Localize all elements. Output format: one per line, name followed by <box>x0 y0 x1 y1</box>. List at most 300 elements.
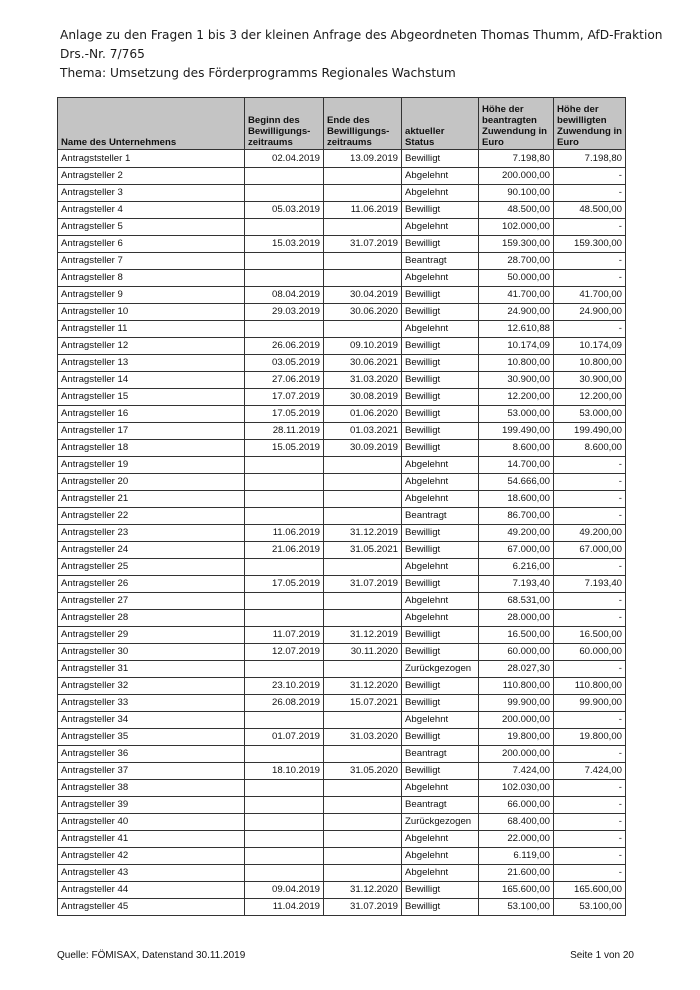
cell-start-date: 03.05.2019 <box>245 355 324 372</box>
table-row <box>58 440 626 457</box>
page-number: Seite 1 von 20 <box>570 950 634 961</box>
cell-status: Abgelehnt <box>402 780 479 797</box>
cell-start-date <box>245 848 324 865</box>
cell-start-date: 26.06.2019 <box>245 338 324 355</box>
cell-start-date <box>245 797 324 814</box>
cell-status: Bewilligt <box>402 678 479 695</box>
cell-status: Abgelehnt <box>402 474 479 491</box>
cell-end-date: 01.06.2020 <box>324 406 402 423</box>
cell-start-date: 17.05.2019 <box>245 406 324 423</box>
cell-status: Abgelehnt <box>402 457 479 474</box>
cell-start-date <box>245 559 324 576</box>
cell-approved-amount: - <box>554 253 626 270</box>
cell-status: Bewilligt <box>402 542 479 559</box>
cell-requested-amount: 102.000,00 <box>479 219 554 236</box>
cell-start-date <box>245 831 324 848</box>
cell-end-date: 31.05.2020 <box>324 763 402 780</box>
cell-requested-amount: 16.500,00 <box>479 627 554 644</box>
cell-status: Bewilligt <box>402 423 479 440</box>
cell-status: Bewilligt <box>402 236 479 253</box>
cell-start-date <box>245 474 324 491</box>
cell-company-name: Antragsteller 15 <box>58 389 245 406</box>
cell-approved-amount: 7.198,80 <box>554 150 626 168</box>
cell-company-name: Antragsteller 40 <box>58 814 245 831</box>
cell-requested-amount: 7.198,80 <box>479 150 554 168</box>
cell-end-date <box>324 746 402 763</box>
cell-company-name: Antragsteller 43 <box>58 865 245 882</box>
cell-company-name: Antragsteller 33 <box>58 695 245 712</box>
cell-approved-amount: 67.000,00 <box>554 542 626 559</box>
cell-approved-amount: - <box>554 321 626 338</box>
cell-status: Bewilligt <box>402 695 479 712</box>
funding-table <box>57 97 626 916</box>
cell-end-date <box>324 593 402 610</box>
cell-approved-amount: - <box>554 593 626 610</box>
cell-status: Bewilligt <box>402 202 479 219</box>
cell-status: Bewilligt <box>402 627 479 644</box>
cell-status: Abgelehnt <box>402 321 479 338</box>
header-requested-amount: Höhe der beantragten Zuwendung in Euro <box>479 98 554 150</box>
cell-status: Beantragt <box>402 508 479 525</box>
table-row <box>58 848 626 865</box>
cell-end-date <box>324 610 402 627</box>
table-row <box>58 678 626 695</box>
cell-status: Abgelehnt <box>402 219 479 236</box>
cell-start-date <box>245 219 324 236</box>
table-row <box>58 287 626 304</box>
cell-company-name: Antragsteller 6 <box>58 236 245 253</box>
cell-approved-amount: - <box>554 270 626 287</box>
cell-approved-amount: - <box>554 219 626 236</box>
header-company-name: Name des Unternehmens <box>58 98 245 150</box>
cell-end-date <box>324 168 402 185</box>
cell-company-name: Antragsteller 30 <box>58 644 245 661</box>
table-row <box>58 525 626 542</box>
table-row <box>58 712 626 729</box>
cell-status: Abgelehnt <box>402 185 479 202</box>
cell-company-name: Antragsteller 20 <box>58 474 245 491</box>
cell-company-name: Antragsteller 26 <box>58 576 245 593</box>
cell-approved-amount: - <box>554 474 626 491</box>
cell-status: Beantragt <box>402 797 479 814</box>
cell-requested-amount: 48.500,00 <box>479 202 554 219</box>
cell-company-name: Antragsteller 36 <box>58 746 245 763</box>
cell-requested-amount: 86.700,00 <box>479 508 554 525</box>
cell-status: Abgelehnt <box>402 593 479 610</box>
cell-end-date <box>324 814 402 831</box>
table-row <box>58 542 626 559</box>
cell-company-name: Antragsteller 10 <box>58 304 245 321</box>
table-row <box>58 423 626 440</box>
cell-approved-amount: - <box>554 746 626 763</box>
cell-company-name: Antragsteller 17 <box>58 423 245 440</box>
cell-end-date <box>324 661 402 678</box>
cell-company-name: Antragsteller 38 <box>58 780 245 797</box>
cell-start-date <box>245 168 324 185</box>
cell-company-name: Antragsteller 8 <box>58 270 245 287</box>
cell-requested-amount: 14.700,00 <box>479 457 554 474</box>
cell-requested-amount: 21.600,00 <box>479 865 554 882</box>
cell-end-date: 15.07.2021 <box>324 695 402 712</box>
cell-requested-amount: 99.900,00 <box>479 695 554 712</box>
cell-requested-amount: 6.119,00 <box>479 848 554 865</box>
cell-start-date: 28.11.2019 <box>245 423 324 440</box>
cell-company-name: Antragsteller 45 <box>58 899 245 916</box>
cell-requested-amount: 68.531,00 <box>479 593 554 610</box>
source-note: Quelle: FÖMISAX, Datenstand 30.11.2019 <box>57 950 246 961</box>
cell-approved-amount: 48.500,00 <box>554 202 626 219</box>
cell-company-name: Antragsteller 14 <box>58 372 245 389</box>
cell-end-date <box>324 797 402 814</box>
cell-company-name: Antragsteller 37 <box>58 763 245 780</box>
cell-start-date <box>245 253 324 270</box>
cell-company-name: Antragsteller 11 <box>58 321 245 338</box>
cell-approved-amount: 7.424,00 <box>554 763 626 780</box>
cell-end-date: 30.09.2019 <box>324 440 402 457</box>
cell-status: Bewilligt <box>402 150 479 168</box>
cell-approved-amount: - <box>554 491 626 508</box>
cell-requested-amount: 110.800,00 <box>479 678 554 695</box>
table-row <box>58 372 626 389</box>
cell-requested-amount: 165.600,00 <box>479 882 554 899</box>
cell-company-name: Antragsteller 31 <box>58 661 245 678</box>
cell-approved-amount: - <box>554 797 626 814</box>
cell-requested-amount: 200.000,00 <box>479 168 554 185</box>
cell-approved-amount: 60.000,00 <box>554 644 626 661</box>
table-row <box>58 406 626 423</box>
cell-approved-amount: 7.193,40 <box>554 576 626 593</box>
table-row <box>58 474 626 491</box>
cell-start-date <box>245 491 324 508</box>
cell-company-name: Antragsteller 12 <box>58 338 245 355</box>
cell-start-date: 11.06.2019 <box>245 525 324 542</box>
cell-end-date: 31.12.2020 <box>324 678 402 695</box>
cell-approved-amount: - <box>554 814 626 831</box>
cell-start-date: 12.07.2019 <box>245 644 324 661</box>
cell-end-date: 31.07.2019 <box>324 899 402 916</box>
table-row <box>58 797 626 814</box>
cell-company-name: Antragsteller 34 <box>58 712 245 729</box>
cell-start-date: 01.07.2019 <box>245 729 324 746</box>
cell-requested-amount: 10.174,09 <box>479 338 554 355</box>
cell-start-date <box>245 746 324 763</box>
table-row <box>58 168 626 185</box>
cell-status: Abgelehnt <box>402 712 479 729</box>
cell-company-name: Antragsteller 42 <box>58 848 245 865</box>
cell-status: Bewilligt <box>402 389 479 406</box>
cell-start-date: 08.04.2019 <box>245 287 324 304</box>
cell-start-date: 11.04.2019 <box>245 899 324 916</box>
cell-end-date <box>324 270 402 287</box>
table-body <box>58 150 626 916</box>
cell-requested-amount: 24.900,00 <box>479 304 554 321</box>
cell-approved-amount: 24.900,00 <box>554 304 626 321</box>
cell-company-name: Antragsteller 3 <box>58 185 245 202</box>
cell-start-date: 05.03.2019 <box>245 202 324 219</box>
cell-start-date <box>245 814 324 831</box>
cell-end-date: 31.12.2019 <box>324 525 402 542</box>
cell-start-date <box>245 508 324 525</box>
header-end-date: Ende des Bewilligungs-zeitraums <box>324 98 402 150</box>
heading-line-drs-nr: Drs.-Nr. 7/765 <box>60 47 145 61</box>
cell-company-name: Antragsteller 7 <box>58 253 245 270</box>
cell-requested-amount: 8.600,00 <box>479 440 554 457</box>
cell-end-date: 31.03.2020 <box>324 372 402 389</box>
table-row <box>58 270 626 287</box>
table-header-row <box>58 98 626 150</box>
cell-status: Bewilligt <box>402 763 479 780</box>
cell-requested-amount: 49.200,00 <box>479 525 554 542</box>
cell-company-name: Antragsteller 39 <box>58 797 245 814</box>
cell-approved-amount: 16.500,00 <box>554 627 626 644</box>
cell-approved-amount: 41.700,00 <box>554 287 626 304</box>
document-heading <box>60 26 680 83</box>
cell-status: Bewilligt <box>402 882 479 899</box>
cell-end-date <box>324 780 402 797</box>
table-row <box>58 746 626 763</box>
cell-status: Abgelehnt <box>402 168 479 185</box>
cell-end-date <box>324 848 402 865</box>
cell-approved-amount: - <box>554 661 626 678</box>
cell-company-name: Antragsteller 23 <box>58 525 245 542</box>
cell-status: Zurückgezogen <box>402 661 479 678</box>
cell-start-date: 15.05.2019 <box>245 440 324 457</box>
cell-requested-amount: 53.100,00 <box>479 899 554 916</box>
cell-requested-amount: 28.027,30 <box>479 661 554 678</box>
cell-company-name: Antragsteller 28 <box>58 610 245 627</box>
table-row <box>58 491 626 508</box>
cell-end-date: 11.06.2019 <box>324 202 402 219</box>
cell-status: Bewilligt <box>402 355 479 372</box>
cell-requested-amount: 200.000,00 <box>479 746 554 763</box>
cell-status: Bewilligt <box>402 440 479 457</box>
cell-start-date <box>245 780 324 797</box>
cell-company-name: Antragsteller 44 <box>58 882 245 899</box>
cell-start-date: 18.10.2019 <box>245 763 324 780</box>
cell-approved-amount: 19.800,00 <box>554 729 626 746</box>
cell-approved-amount: - <box>554 610 626 627</box>
cell-company-name: Antragsteller 32 <box>58 678 245 695</box>
cell-status: Abgelehnt <box>402 831 479 848</box>
cell-end-date <box>324 321 402 338</box>
cell-approved-amount: - <box>554 865 626 882</box>
cell-end-date: 30.11.2020 <box>324 644 402 661</box>
table-row <box>58 831 626 848</box>
cell-requested-amount: 18.600,00 <box>479 491 554 508</box>
cell-requested-amount: 102.030,00 <box>479 780 554 797</box>
cell-requested-amount: 50.000,00 <box>479 270 554 287</box>
table-row <box>58 593 626 610</box>
table-row <box>58 321 626 338</box>
cell-approved-amount: - <box>554 559 626 576</box>
cell-approved-amount: 12.200,00 <box>554 389 626 406</box>
cell-end-date: 30.04.2019 <box>324 287 402 304</box>
cell-end-date <box>324 219 402 236</box>
table-row <box>58 814 626 831</box>
cell-approved-amount: 99.900,00 <box>554 695 626 712</box>
cell-end-date: 31.07.2019 <box>324 576 402 593</box>
cell-start-date: 27.06.2019 <box>245 372 324 389</box>
cell-start-date <box>245 270 324 287</box>
cell-company-name: Antragsteller 13 <box>58 355 245 372</box>
table-row <box>58 338 626 355</box>
cell-status: Bewilligt <box>402 644 479 661</box>
cell-requested-amount: 12.610,88 <box>479 321 554 338</box>
table-row <box>58 150 626 168</box>
cell-status: Bewilligt <box>402 576 479 593</box>
cell-requested-amount: 66.000,00 <box>479 797 554 814</box>
cell-approved-amount: 49.200,00 <box>554 525 626 542</box>
cell-status: Bewilligt <box>402 287 479 304</box>
table-row <box>58 457 626 474</box>
cell-end-date: 31.12.2020 <box>324 882 402 899</box>
cell-end-date <box>324 457 402 474</box>
table-row <box>58 508 626 525</box>
cell-start-date: 09.04.2019 <box>245 882 324 899</box>
cell-approved-amount: - <box>554 831 626 848</box>
cell-status: Zurückgezogen <box>402 814 479 831</box>
table-row <box>58 899 626 916</box>
cell-company-name: Antragsteller 24 <box>58 542 245 559</box>
cell-approved-amount: - <box>554 185 626 202</box>
cell-approved-amount: - <box>554 848 626 865</box>
cell-requested-amount: 7.424,00 <box>479 763 554 780</box>
table-row <box>58 661 626 678</box>
table-row <box>58 185 626 202</box>
cell-requested-amount: 19.800,00 <box>479 729 554 746</box>
cell-start-date <box>245 593 324 610</box>
cell-end-date <box>324 185 402 202</box>
cell-requested-amount: 199.490,00 <box>479 423 554 440</box>
cell-status: Beantragt <box>402 253 479 270</box>
cell-company-name: Antragsteller 5 <box>58 219 245 236</box>
cell-end-date: 31.03.2020 <box>324 729 402 746</box>
cell-approved-amount: - <box>554 712 626 729</box>
table-row <box>58 610 626 627</box>
table-row <box>58 865 626 882</box>
cell-company-name: Antragsteller 21 <box>58 491 245 508</box>
cell-company-name: Antragsteller 4 <box>58 202 245 219</box>
cell-start-date <box>245 712 324 729</box>
cell-company-name: Antragsteller 18 <box>58 440 245 457</box>
cell-end-date: 09.10.2019 <box>324 338 402 355</box>
cell-requested-amount: 22.000,00 <box>479 831 554 848</box>
cell-status: Bewilligt <box>402 406 479 423</box>
cell-company-name: Antragsteller 19 <box>58 457 245 474</box>
cell-company-name: Antragsteller 25 <box>58 559 245 576</box>
cell-requested-amount: 90.100,00 <box>479 185 554 202</box>
cell-requested-amount: 7.193,40 <box>479 576 554 593</box>
cell-end-date: 01.03.2021 <box>324 423 402 440</box>
cell-requested-amount: 200.000,00 <box>479 712 554 729</box>
cell-company-name: Antragsteller 2 <box>58 168 245 185</box>
cell-requested-amount: 41.700,00 <box>479 287 554 304</box>
cell-company-name: Antragsteller 16 <box>58 406 245 423</box>
cell-end-date: 31.05.2021 <box>324 542 402 559</box>
cell-company-name: Antragsteller 35 <box>58 729 245 746</box>
cell-status: Abgelehnt <box>402 270 479 287</box>
cell-status: Abgelehnt <box>402 848 479 865</box>
table-row <box>58 644 626 661</box>
cell-approved-amount: - <box>554 457 626 474</box>
cell-requested-amount: 10.800,00 <box>479 355 554 372</box>
table-row <box>58 202 626 219</box>
cell-start-date: 15.03.2019 <box>245 236 324 253</box>
cell-company-name: Antragsteller 41 <box>58 831 245 848</box>
cell-end-date <box>324 712 402 729</box>
cell-approved-amount: - <box>554 508 626 525</box>
cell-status: Bewilligt <box>402 338 479 355</box>
cell-start-date <box>245 610 324 627</box>
table-row <box>58 304 626 321</box>
heading-line-inquiry: Anlage zu den Fragen 1 bis 3 der kleinen Anfrage des Abgeordneten Thomas Thumm, AfD-Fraktion <box>60 28 663 42</box>
cell-end-date <box>324 508 402 525</box>
cell-approved-amount: 10.174,09 <box>554 338 626 355</box>
cell-start-date: 17.07.2019 <box>245 389 324 406</box>
table-row <box>58 236 626 253</box>
cell-approved-amount: 165.600,00 <box>554 882 626 899</box>
cell-requested-amount: 12.200,00 <box>479 389 554 406</box>
cell-start-date <box>245 865 324 882</box>
table-row <box>58 253 626 270</box>
cell-start-date: 26.08.2019 <box>245 695 324 712</box>
header-start-date: Beginn des Bewilligungs-zeitraums <box>245 98 324 150</box>
cell-status: Abgelehnt <box>402 865 479 882</box>
cell-approved-amount: 199.490,00 <box>554 423 626 440</box>
cell-end-date: 13.09.2019 <box>324 150 402 168</box>
cell-end-date <box>324 491 402 508</box>
cell-status: Abgelehnt <box>402 559 479 576</box>
cell-approved-amount: 10.800,00 <box>554 355 626 372</box>
cell-end-date <box>324 865 402 882</box>
cell-end-date: 31.07.2019 <box>324 236 402 253</box>
cell-status: Abgelehnt <box>402 491 479 508</box>
cell-status: Abgelehnt <box>402 610 479 627</box>
cell-status: Bewilligt <box>402 525 479 542</box>
table-row <box>58 627 626 644</box>
cell-start-date <box>245 661 324 678</box>
heading-line-topic: Thema: Umsetzung des Förderprogramms Regionales Wachstum <box>60 66 456 80</box>
cell-start-date: 02.04.2019 <box>245 150 324 168</box>
cell-status: Beantragt <box>402 746 479 763</box>
cell-approved-amount: 110.800,00 <box>554 678 626 695</box>
cell-company-name: Antragsteller 22 <box>58 508 245 525</box>
cell-company-name: Antragsteller 27 <box>58 593 245 610</box>
cell-start-date: 29.03.2019 <box>245 304 324 321</box>
table-row <box>58 882 626 899</box>
cell-requested-amount: 30.900,00 <box>479 372 554 389</box>
table-row <box>58 695 626 712</box>
table-row <box>58 389 626 406</box>
cell-end-date: 30.06.2021 <box>324 355 402 372</box>
table-row <box>58 763 626 780</box>
header-approved-amount: Höhe der bewilligten Zuwendung in Euro <box>554 98 626 150</box>
cell-status: Bewilligt <box>402 372 479 389</box>
cell-start-date: 17.05.2019 <box>245 576 324 593</box>
cell-status: Bewilligt <box>402 899 479 916</box>
cell-start-date <box>245 185 324 202</box>
cell-start-date <box>245 457 324 474</box>
header-status: aktueller Status <box>402 98 479 150</box>
cell-requested-amount: 159.300,00 <box>479 236 554 253</box>
cell-status: Bewilligt <box>402 304 479 321</box>
table-row <box>58 355 626 372</box>
cell-approved-amount: 8.600,00 <box>554 440 626 457</box>
cell-company-name: Antragsteller 9 <box>58 287 245 304</box>
cell-company-name: Antragststeller 1 <box>58 150 245 168</box>
cell-status: Bewilligt <box>402 729 479 746</box>
cell-requested-amount: 68.400,00 <box>479 814 554 831</box>
